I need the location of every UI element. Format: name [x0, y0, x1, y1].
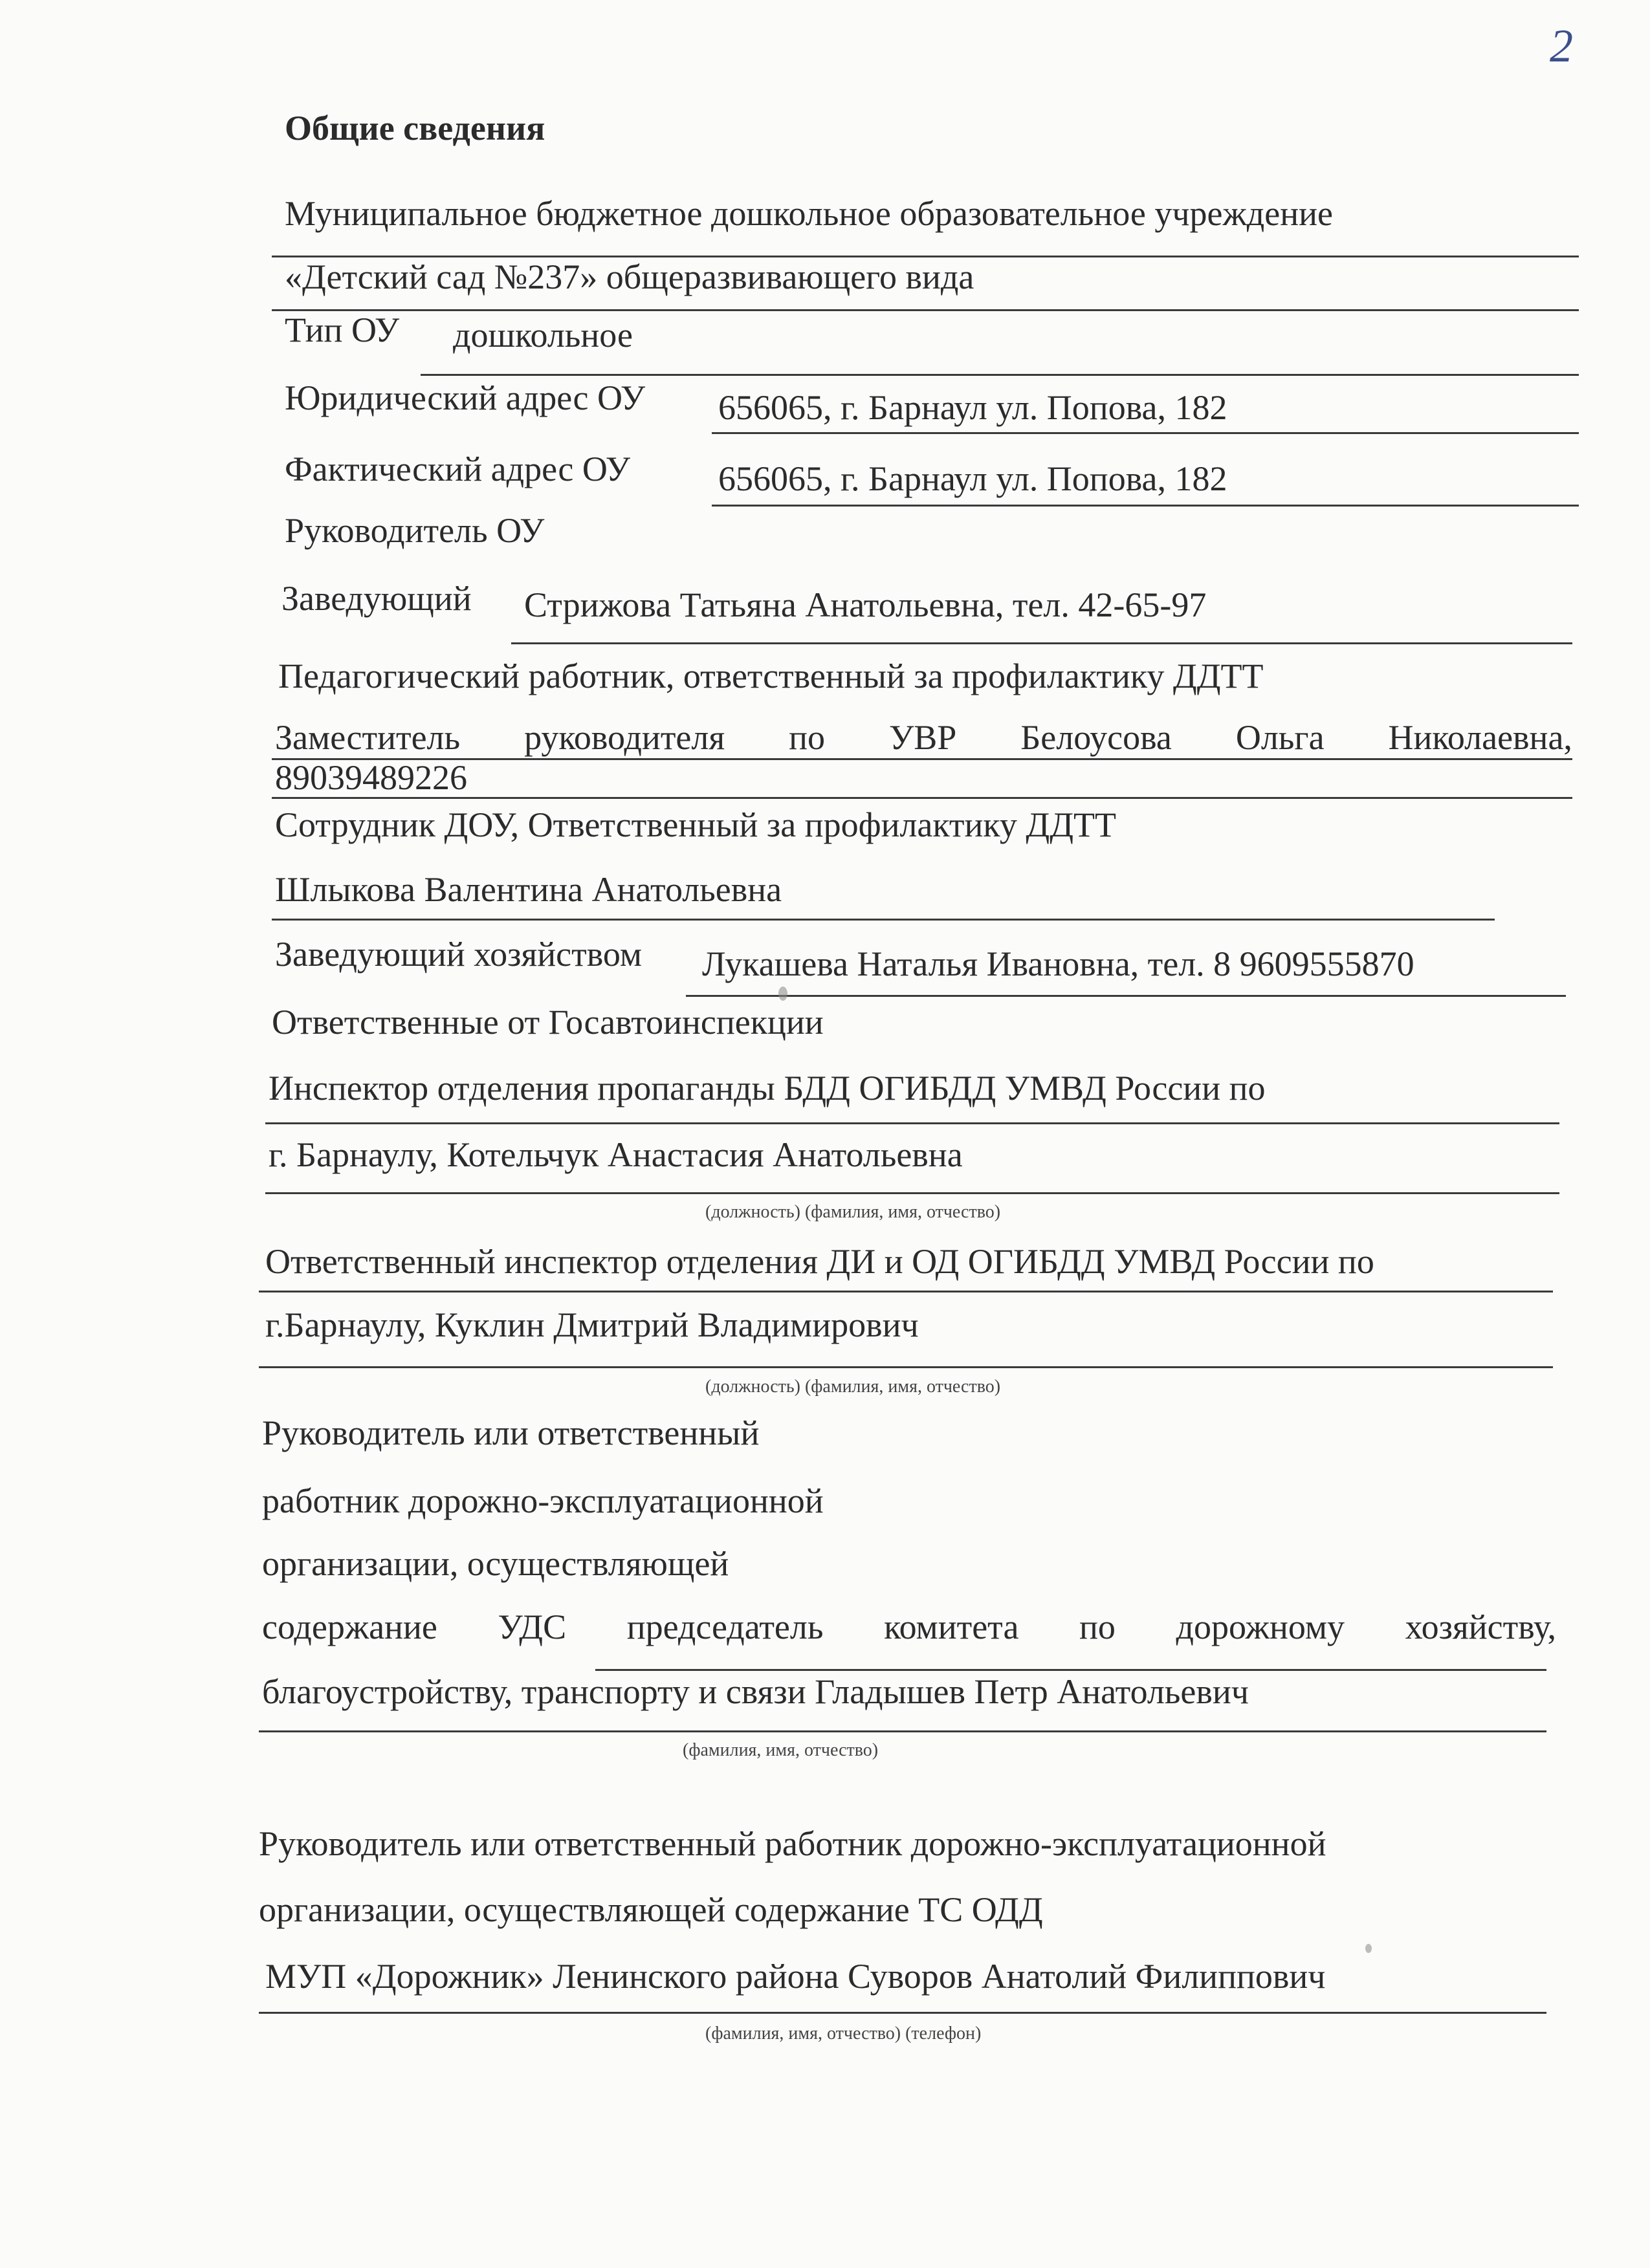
- word: содержание: [262, 1608, 437, 1646]
- word: дорожному: [1176, 1608, 1345, 1646]
- head-label: Заведующий: [281, 579, 472, 618]
- actual-address-value: 656065, г. Барнаул ул. Попова, 182: [718, 459, 1227, 498]
- word: комитета: [884, 1608, 1019, 1646]
- word: Николаевна,: [1388, 718, 1572, 757]
- smudge-mark: [778, 987, 787, 1001]
- word: Заместитель: [275, 718, 461, 757]
- inspector1-line-2: г. Барнаулу, Котельчук Анастасия Анатольевна: [269, 1135, 963, 1174]
- household-label: Заведующий хозяйством: [275, 935, 642, 974]
- type-label: Тип ОУ: [285, 311, 400, 349]
- underline: [265, 1192, 1559, 1194]
- word: УДС: [498, 1608, 567, 1646]
- underline: [686, 995, 1566, 997]
- staff-heading: Сотрудник ДОУ, Ответственный за профилактику ДДТТ: [275, 805, 1117, 844]
- underline: [259, 1730, 1546, 1732]
- caption: (должность) (фамилия, имя, отчество): [705, 1377, 1001, 1397]
- tsodd-line-1: Руководитель или ответственный работник дорожно-эксплуатационной: [259, 1824, 1326, 1863]
- caption: (фамилия, имя, отчество): [683, 1740, 879, 1760]
- word: Белоусова: [1020, 718, 1172, 757]
- word: хозяйству,: [1405, 1608, 1556, 1646]
- underline: [259, 2012, 1546, 2014]
- uds-responsible-line: [262, 1608, 1556, 1646]
- legal-address-value: 656065, г. Барнаул ул. Попова, 182: [718, 388, 1227, 427]
- underline: [259, 1366, 1553, 1368]
- inspector2-line-2: г.Барнаулу, Куклин Дмитрий Владимирович: [265, 1305, 919, 1344]
- gai-heading: Ответственные от Госавтоинспекции: [272, 1003, 824, 1041]
- underline: [712, 432, 1579, 434]
- uds-line: Руководитель или ответственный: [262, 1413, 760, 1452]
- deputy-phone: 89039489226: [275, 758, 467, 797]
- actual-address-label: Фактический адрес ОУ: [285, 450, 631, 488]
- uds-line: организации, осуществляющей: [262, 1544, 729, 1583]
- underline: [259, 1291, 1553, 1292]
- underline: [421, 374, 1579, 376]
- tsodd-line-2: организации, осуществляющей содержание ТС ОДД: [259, 1890, 1043, 1929]
- household-value: Лукашева Наталья Ивановна, тел. 8 9609555870: [702, 944, 1414, 983]
- section-heading: Общие сведения: [285, 109, 545, 147]
- word: УВР: [889, 718, 957, 757]
- deputy-line: [275, 718, 1572, 757]
- underline: [265, 1122, 1559, 1124]
- word: руководителя: [524, 718, 725, 757]
- underline: [511, 642, 1572, 644]
- underline: [595, 1669, 1546, 1671]
- pedagog-heading: Педагогический работник, ответственный за профилактику ДДТТ: [278, 657, 1264, 695]
- word: по: [1079, 1608, 1116, 1646]
- word: по: [789, 718, 826, 757]
- type-value: дошкольное: [453, 316, 633, 354]
- inspector1-line-1: Инспектор отделения пропаганды БДД ОГИБДД УМВД России по: [269, 1069, 1266, 1107]
- underline: [712, 505, 1579, 507]
- uds-line: работник дорожно-эксплуатационной: [262, 1481, 824, 1520]
- word: Ольга: [1235, 718, 1325, 757]
- legal-address-label: Юридический адрес ОУ: [285, 378, 646, 417]
- head-value: Стрижова Татьяна Анатольевна, тел. 42-65-97: [524, 585, 1207, 624]
- caption: (должность) (фамилия, имя, отчество): [705, 1202, 1001, 1222]
- caption: (фамилия, имя, отчество) (телефон): [705, 2023, 982, 2044]
- underline: [272, 797, 1572, 799]
- uds-line-2: благоустройству, транспорту и связи Гладышев Петр Анатольевич: [262, 1672, 1249, 1711]
- org-name-line-1: Муниципальное бюджетное дошкольное образовательное учреждение: [285, 194, 1333, 233]
- tsodd-line-3: МУП «Дорожник» Ленинского района Суворов Анатолий Филиппович: [265, 1957, 1326, 1996]
- smudge-mark: [1365, 1944, 1372, 1953]
- underline: [272, 309, 1579, 311]
- word: председатель: [626, 1608, 824, 1646]
- head-heading: Руководитель ОУ: [285, 511, 545, 550]
- page-number: 2: [1550, 20, 1573, 72]
- org-name-line-2: «Детский сад №237» общеразвивающего вида: [285, 257, 974, 296]
- staff-name: Шлыкова Валентина Анатольевна: [275, 870, 782, 909]
- inspector2-line-1: Ответственный инспектор отделения ДИ и ОД ОГИБДД УМВД России по: [265, 1242, 1374, 1281]
- underline: [272, 919, 1495, 921]
